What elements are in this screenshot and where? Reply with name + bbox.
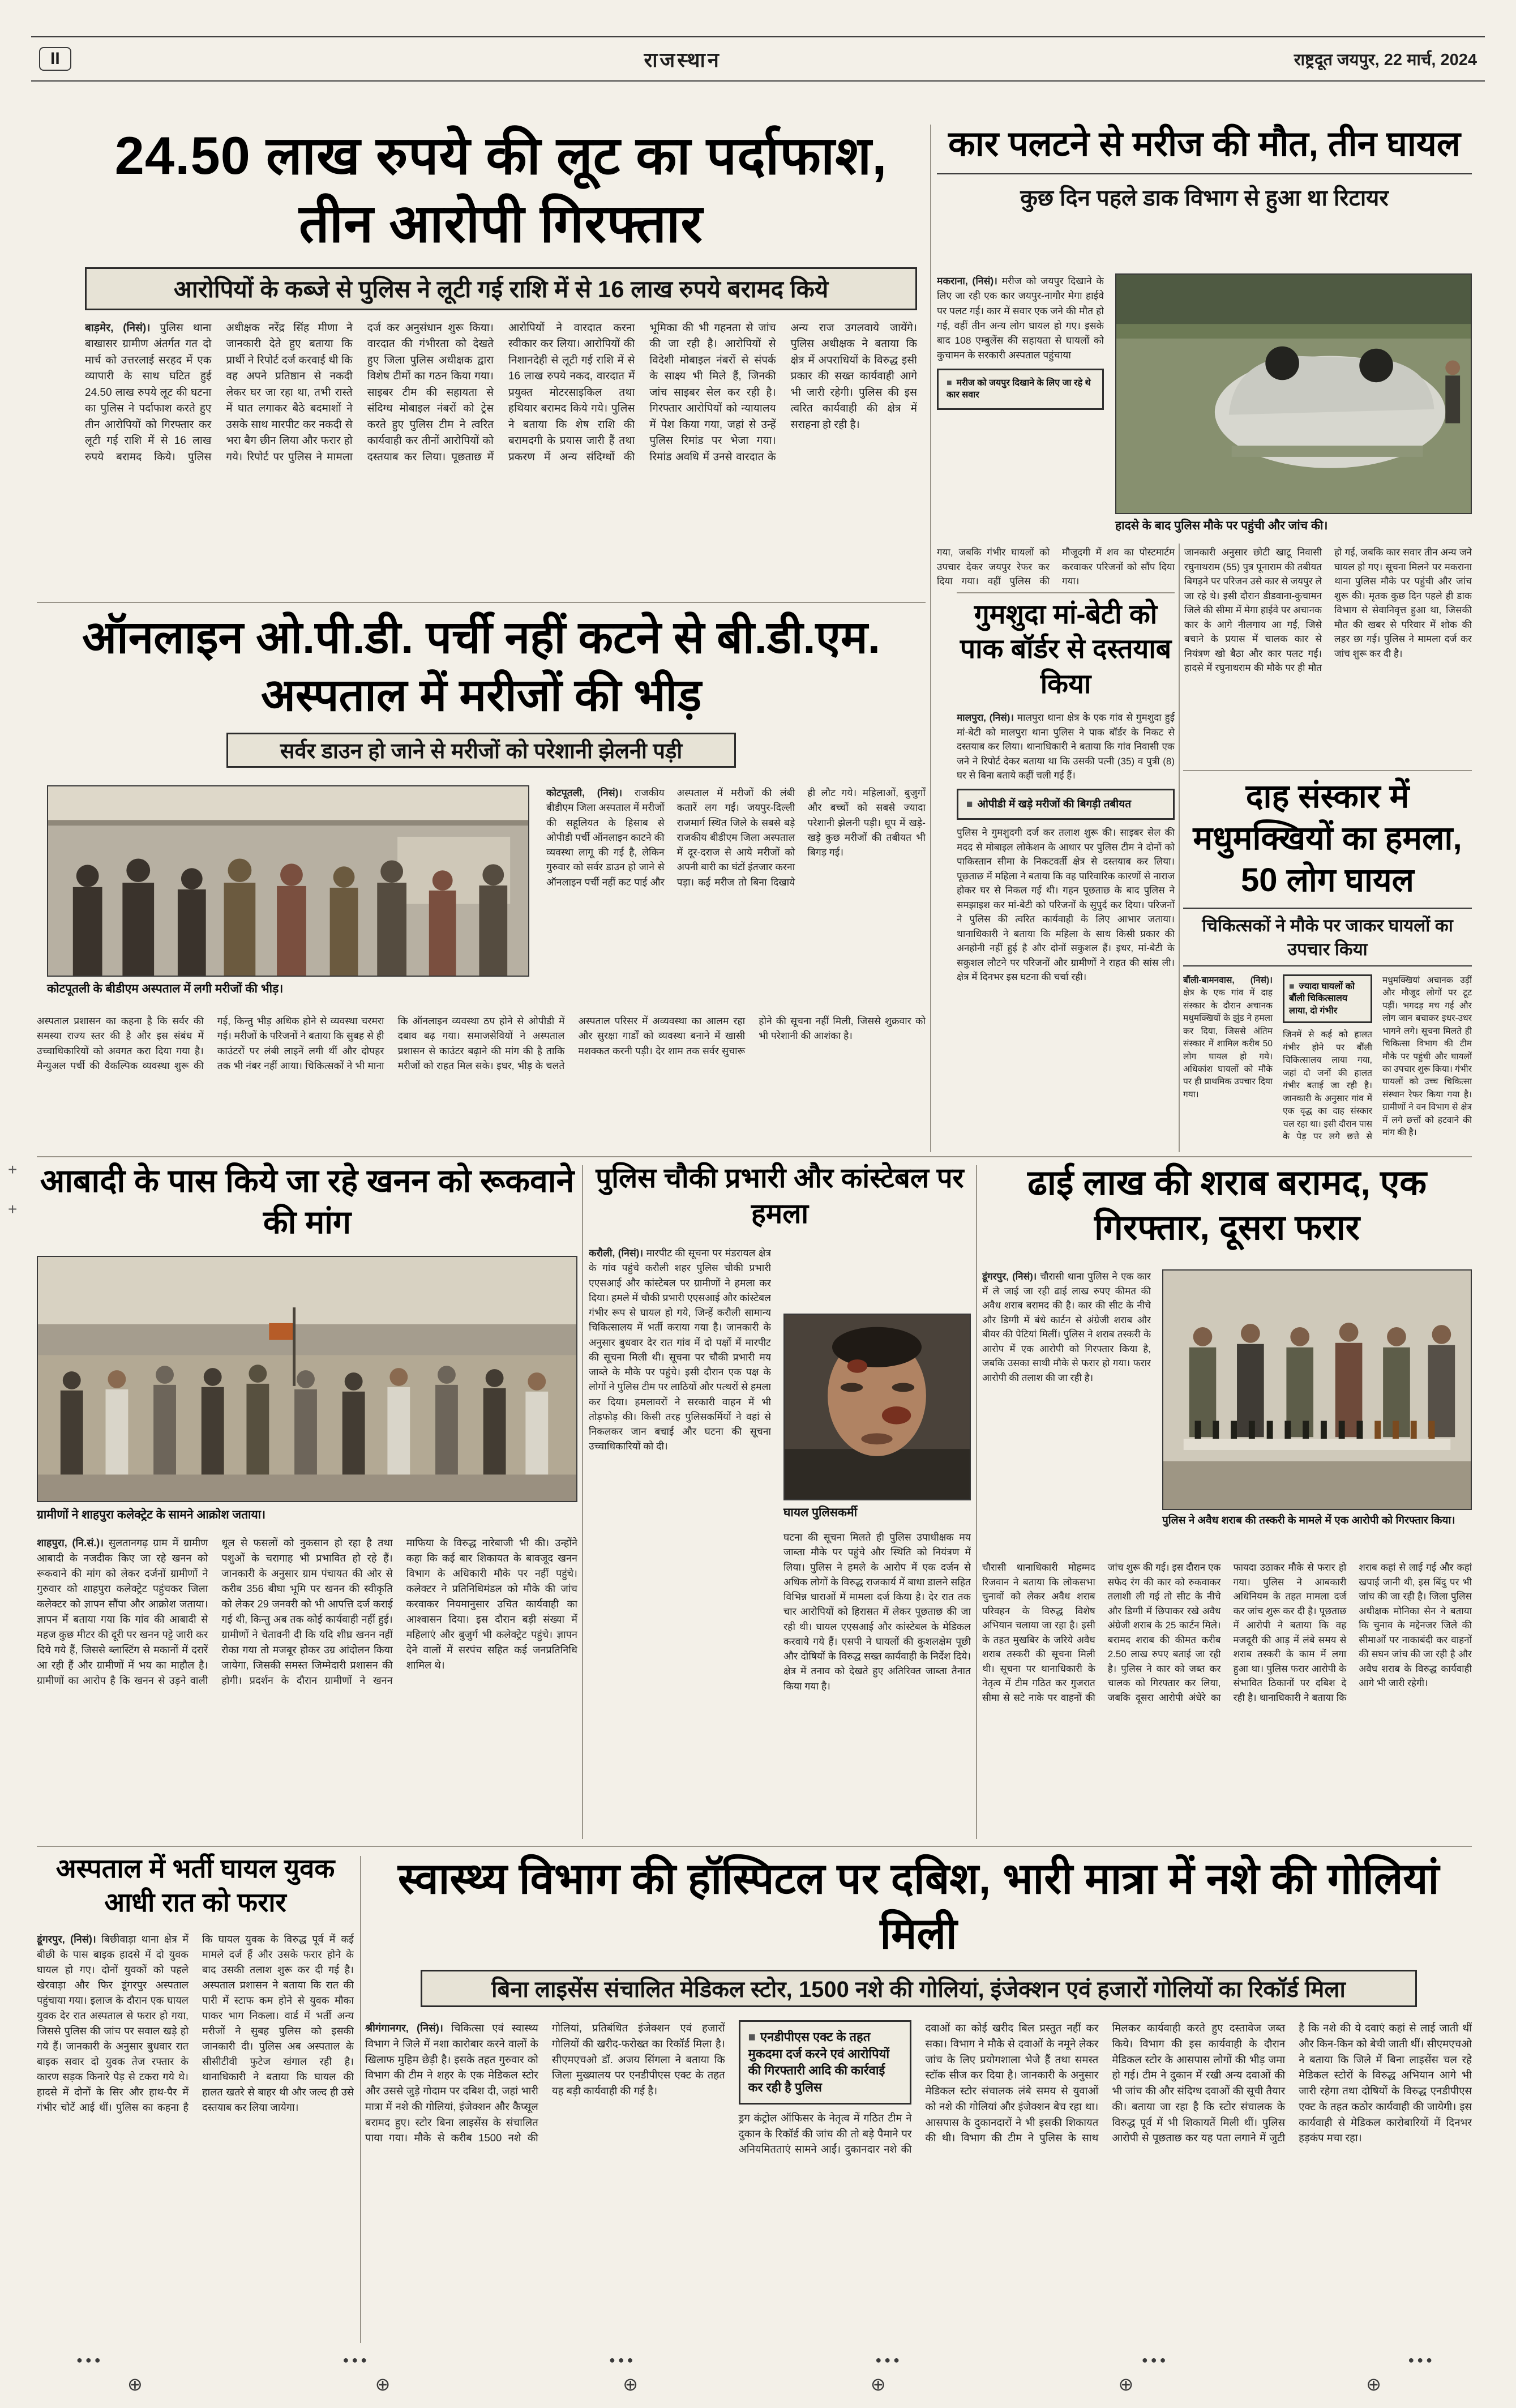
dot-cluster-icon: ● ● ● — [76, 2354, 101, 2366]
body-text: जिनमें से कई को हालत गंभीर होने पर बौंली चिकित्सालय लाया गया, जहां दो जनों की हालत गंभीर बताई जा रही है। जानकारी के अनुसार गांव में एक वृद्ध का दाह संस्कार चल रहा था। इसी दौरान पास के पेड़ पर लगे छत्ते से मधुमक्खियां अचानक उड़ीं और मौजूद लोगों पर टूट पड़ीं। भगदड़ मच गई और लोग जान बचाकर इधर-उधर भागने लगे। सूचना मिलते ही चिकित्सा विभाग की टीम मौके पर पहुंची और घायलों का उपचार शुरू किया। गंभीर घायलों को उच्च चिकित्सा संस्थान रेफर किया गया है। ग्रामीणों ने वन विभाग से क्षेत्र में लगे छत्तों को हटवाने की मांग की है। — [1283, 975, 1472, 1142]
photo-caption: कोटपूतली के बीडीएम अस्पताल में लगी मरीजों की भीड़। — [47, 982, 284, 995]
box-marker-icon: ■ — [1289, 981, 1295, 991]
body-text: घटना की सूचना मिलते ही पुलिस उपाधीक्षक मय जाब्ता मौके पर पहुंचे और स्थिति को नियंत्रण में लिया। पुलिस ने हमले के आरोप में एक दर्जन से अधिक लोगों के विरुद्ध राजकार्य में बाधा डालने सहित विभिन्न धाराओं में मामला दर्ज किया है। देर रात तक चार आरोपियों को हिरासत में लेकर पूछताछ की जा रही थी। घायल एएसआई और कांस्टेबल के मेडिकल करवाये गये हैं। एसपी ने घायलों की कुशलक्षेम पूछी और दोषियों के विरुद्ध सख्त कार्यवाही के निर्देश दिये। क्षेत्र में तनाव को देखते हुए अतिरिक्त जाब्ता तैनात किया गया है। — [783, 1532, 971, 1692]
dateline: शाहपुरा, (नि.सं.)। — [37, 1537, 104, 1549]
divider-line — [37, 1846, 1472, 1847]
article-body — [37, 1536, 577, 1843]
body-text: गया, जबकि गंभीर घायलों को उपचार देकर जयपुर रेफर कर दिया गया। वहीं पुलिस की मौजूदगी में शव का पोस्टमार्टम करवाकर परिजनों को सौंप दिया गया। — [937, 547, 1175, 587]
box-marker-icon: ■ — [947, 378, 952, 388]
body-text: चौरासी थानाधिकारी मोहम्मद रिजवान ने बताया कि लोकसभा चुनावों को लेकर अवैध शराब परिवहन के विरुद्ध विशेष अभियान चलाया जा रहा है। इसी के तहत मुखबिर के जरिये अवैध शराब तस्करी की सूचना मिली थी। सूचना पर थानाधिकारी के नेतृत्व में टीम गठित कर गुजरात सीमा से सटे नाके पर वाहनों की जांच शुरू की गई। इस दौरान एक सफेद रंग की कार को रुकवाकर तलाशी ली गई तो सीट के नीचे और डिग्गी में छिपाकर रखे अवैध अंग्रेजी शराब के 25 कार्टन मिले। बरामद शराब की कीमत करीब 2.50 लाख रुपए बताई जा रही है। पुलिस ने कार को जब्त कर चालक को गिरफ्तार कर लिया, जबकि दूसरा आरोपी अंधेरे का फायदा उठाकर मौके से फरार हो गया। पुलिस ने आबकारी अधिनियम के तहत मामला दर्ज कर जांच शुरू कर दी है। पूछताछ में आरोपी ने बताया कि वह मजदूरी की आड़ में लंबे समय से शराब तस्करी के काम में लगा हुआ था। पुलिस फरार आरोपी के संभावित ठिकानों पर दबिश दे रही है। थानाधिकारी ने बताया कि शराब कहां से लाई गई और कहां खपाई जानी थी, इस बिंदु पर भी जांच की जा रही है। जिला पुलिस अधीक्षक मोनिका सेन ने बताया कि चुनाव के मद्देनजर जिले की सीमाओं पर नाकाबंदी कर वाहनों की सघन जांच की जा रही है और अवैध शराब के विरुद्ध कार्यवाही आगे भी जारी रहेगी। — [982, 1562, 1472, 1703]
article-mining-protest — [37, 1161, 577, 1843]
subheadline-band: सर्वर डाउन हो जाने से मरीजों को परेशानी झेलनी पड़ी — [226, 733, 736, 768]
photo-caption: ग्रामीणों ने शाहपुरा कलेक्ट्रेट के सामने आक्रोश जताया। — [37, 1508, 266, 1521]
headline: पुलिस चौकी प्रभारी और कांस्टेबल पर हमला — [596, 1163, 964, 1229]
subheadline: कुछ दिन पहले डाक विभाग से हुआ था रिटायर — [937, 173, 1472, 212]
section-title: राजस्थान — [644, 48, 721, 71]
highlight-text: मरीज को जयपुर दिखाने के लिए जा रहे थे कार सवार — [947, 378, 1091, 400]
divider-line — [930, 125, 931, 1152]
article-opd-server-down — [37, 609, 926, 1152]
photo-caption: पुलिस ने अवैध शराब की तस्करी के मामले में एक आरोपी को गिरफ्तार किया। — [1162, 1515, 1455, 1526]
box-marker-icon: ■ — [966, 798, 973, 810]
photo-protest-crowd — [37, 1256, 577, 1502]
body-text: पुलिस थाना बाखासर ग्रामीण अंतर्गत गत दो मार्च को उत्तरलाई सरहद में एक व्यापारी के साथ घटित हुई 24.50 लाख रुपये लूट की घटना का पुलिस ने पर्दाफाश करते हुए तीन आरोपियों को गिरफ्तार कर लूटी गई राशि में से 16 लाख रुपये बरामद किये। पुलिस अधीक्षक नरेंद्र सिंह मीणा ने जानकारी देते हुए बताया कि प्रार्थी ने रिपोर्ट दर्ज करवाई थी कि वह अपने प्रतिष्ठान से नकदी लेकर घर जा रहा था, तभी रास्ते में घात लगाकर बैठे बदमाशों ने उसके साथ मारपीट कर नकदी से भरा बैग छीन लिया और फरार हो गये। रिपोर्ट पर पुलिस ने मामला दर्ज कर अनुसंधान शुरू किया। वारदात की गंभीरता को देखते हुए जिला पुलिस अधीक्षक द्वारा विशेष टीमों का गठन किया गया। साइबर टीम की सहायता से संदिग्ध मोबाइल नंबरों को ट्रेस करते हुए पुलिस टीम ने त्वरित कार्यवाही कर तीनों आरोपियों को दस्तयाब कर लिया। पूछताछ में आरोपियों ने वारदात करना स्वीकार कर लिया। आरोपियों की निशानदेही से लूटी गई राशि में से 16 लाख रुपये नकद, वारदात में प्रयुक्त मोटरसाइकिल तथा हथियार बरामद किये गये। पुलिस ने बताया कि शेष राशि की बरामदगी के प्रयास जारी हैं तथा प्रकरण में अन्य संदिग्धों की भूमिका की भी गहनता से जांच की जा रही है। आरोपियों से विदेशी मोबाइल नंबरों से संपर्क के साक्ष्य भी मिले हैं, जिनकी जांच साइबर सेल कर रही है। गिरफ्तार आरोपियों को न्यायालय में पेश किया गया, जहां से उन्हें पुलिस रिमांड पर भेजा गया। रिमांड अवधि में उनसे वारदात के अन्य राज उगलवाये जायेंगे। पुलिस अधीक्षक ने बताया कि क्षेत्र में अपराधियों के विरुद्ध इसी प्रकार की सख्त कार्यवाही आगे भी जारी रहेगी। पुलिस की इस त्वरित कार्यवाही की क्षेत्र में सराहना हो रही है। — [85, 322, 917, 463]
article-body-continued — [982, 1560, 1472, 1843]
registration-mark-icon: ⊕ — [623, 2374, 639, 2394]
body-text: मारपीट की सूचना पर मंडरायल क्षेत्र के गांव पहुंचे करौली शहर पुलिस चौकी प्रभारी एएसआई और कांस्टेबल पर ग्रामीणों ने हमला कर दिया। हमले में चौकी प्रभारी एएसआई और कांस्टेबल गंभीर रूप से घायल हो गये, जिन्हें करौली सामान्य चिकित्सालय में भर्ती कराया गया है। जानकारी के अनुसार बुधवार देर रात गांव में दो पक्षों में मारपीट की सूचना मिली थी। सूचना पर चौकी प्रभारी मय जाब्ते के मौके पर पहुंचे। इसी दौरान एक पक्ष के लोगों ने पुलिस टीम पर लाठियों और पत्थरों से हमला कर दिया। हमलावरों ने सरकारी वाहन में भी तोड़फोड़ की। किसी तरह पुलिसकर्मियों ने वहां से निकलकर जान बचाई और घटना की सूचना उच्चाधिकारियों को दी। — [589, 1247, 771, 1452]
headline: आबादी के पास किये जा रहे खनन को रूकवाने की मांग — [40, 1163, 575, 1241]
dateline: बौंली-बामनवास, (निसं)। — [1183, 975, 1273, 985]
body-text: चिकित्सा एवं स्वास्थ्य विभाग ने जिले में नशा कारोबार करने वालों के खिलाफ मुहिम छेड़ी है। इसके तहत गुरुवार को विभाग की टीम ने शहर के एक मेडिकल स्टोर और उससे जुड़े गोदाम पर दबिश दी, जहां भारी मात्रा में नशे की गोलियां, इंजेक्शन और कैप्सूल बरामद हुए। स्टोर बिना लाइसेंस के संचालित पाया गया। मौके से करीब 1500 नशे की गोलियां, प्रतिबंधित इंजेक्शन एवं हजारों गोलियों की खरीद-फरोख्त का रिकॉर्ड मिला है। सीएमएचओ डॉ. अजय सिंगला ने बताया कि जिला मुख्यालय पर एनडीपीएस एक्ट के तहत यह बड़ी कार्यवाही की गई है। — [365, 2022, 725, 2144]
dateline: डूंगरपुर, (निसं)। — [37, 1934, 96, 1945]
dot-cluster-icon: ● ● ● — [1408, 2354, 1432, 2366]
headline: दाह संस्कार में मधुमक्खियों का हमला, 50 लोग घायल — [1193, 778, 1462, 899]
registration-mark-icon: ⊕ — [1118, 2374, 1134, 2394]
headline: 24.50 लाख रुपये की लूट का पर्दाफाश, तीन आरोपी गिरफ्तार — [114, 126, 888, 254]
body-text: बिछीवाड़ा थाना क्षेत्र में बीछी के पास बाइक हादसे में दो युवक घायल हो गए। दोनों युवकों को पहले खेरवाड़ा और फिर डूंगरपुर अस्पताल पहुंचाया गया। इलाज के दौरान एक घायल युवक देर रात अस्पताल से फरार हो गया, जिससे पुलिस की जांच पर सवाल खड़े हो गये हैं। जानकारी के अनुसार बुधवार रात बाइक सवार दो युवक तेज रफ्तार के कारण सड़क किनारे पेड़ से टकरा गये थे। हादसे में दोनों के सिर और हाथ-पैर में गंभीर चोटें आई थीं। पुलिस का कहना है कि घायल युवक के विरुद्ध पूर्व में कई मामले दर्ज हैं और उसके फरार होने के बाद उसकी तलाश शुरू कर दी गई है। अस्पताल प्रशासन ने बताया कि रात की पारी में स्टाफ कम होने से युवक मौका पाकर भाग निकला। वार्ड में भर्ती अन्य मरीजों ने सुबह पुलिस को इसकी जानकारी दी। पुलिस अब अस्पताल के सीसीटीवी फुटेज खंगाल रही है। थानाधिकारी ने बताया कि घायल की हालत खतरे से बाहर थी और जल्द ही उसे दस्तयाब कर लिया जायेगा। — [37, 1934, 354, 2113]
article-body — [85, 320, 917, 587]
dateline: कोटपूतली, (निसं)। — [546, 787, 623, 798]
liquor-seizure-illustration — [1163, 1271, 1471, 1509]
headline: कार पलटने से मरीज की मौत, तीन घायल — [948, 125, 1461, 164]
article-body — [37, 1932, 354, 2347]
highlight-box — [957, 789, 1175, 820]
body-text: पुलिस ने गुमशुदगी दर्ज कर तलाश शुरू की। साइबर सेल की मदद से मोबाइल लोकेशन के आधार पर पुलिस टीम ने दोनों को पाकिस्तान सीमा के निकटवर्ती क्षेत्र से दस्तयाब कर लिया। पूछताछ में महिला ने बताया कि वह पारिवारिक कारणों से नाराज होकर घर से निकल गई थी। गहन पूछताछ के बाद पुलिस ने समझाइश कर मां-बेटी को परिजनों के सुपुर्द कर दिया। परिजनों ने पुलिस की त्वरित कार्यवाही के लिए आभार जताया। थानाधिकारी ने बताया कि महिला के साथ किसी प्रकार की अनहोनी नहीं हुई है और दोनों सकुशल हैं। इधर, मां-बेटी के सकुशल लौटने पर परिजनों और ग्रामीणों ने राहत की सांस ली। क्षेत्र में दिनभर इस घटना की चर्चा रही। — [957, 827, 1175, 983]
photo-caption: हादसे के बाद पुलिस मौके पर पहुंची और जांच की। — [1115, 519, 1328, 532]
photo-caption: घायल पुलिसकर्मी — [783, 1506, 858, 1519]
highlight-box — [1283, 974, 1372, 1024]
subheadline-band: आरोपियों के कब्जे से पुलिस ने लूटी गई राशि में से 16 लाख रुपये बरामद किये — [85, 267, 917, 310]
body-text: अस्पताल प्रशासन का कहना है कि सर्वर की समस्या राज्य स्तर की है और इस संबंध में उच्चाधिकारियों को अवगत करा दिया गया है। मैन्युअल पर्ची की वैकल्पिक व्यवस्था शुरू की गई, किन्तु भीड़ अधिक होने से व्यवस्था चरमरा गई। मरीजों के परिजनों ने बताया कि सुबह से ही काउंटरों पर लंबी लाइनें लगी थीं और दोपहर तक भी नंबर नहीं आया। चिकित्सकों ने भी माना कि ऑनलाइन व्यवस्था ठप होने से ओपीडी में दबाव बढ़ गया। समाजसेवियों ने अस्पताल प्रशासन से काउंटर बढ़ाने की मांग की है ताकि मरीजों को राहत मिल सके। इधर, भीड़ के चलते अस्पताल परिसर में अव्यवस्था का आलम रहा और सुरक्षा गार्डों को व्यवस्था बनाने में खासी मशक्कत करनी पड़ी। देर शाम तक सर्वर सुचारू होने की सूचना नहीं मिली, जिससे शुक्रवार को भी परेशानी की आशंका है। — [37, 1015, 926, 1071]
headline: स्वास्थ्य विभाग की हॉस्पिटल पर दबिश, भारी मात्रा में नशे की गोलियां मिली — [397, 1855, 1440, 1958]
highlight-text: एनडीपीएस एक्ट के तहत मुकदमा दर्ज करने एवं आरोपियों की गिरफ्तारी आदि की कार्रवाई कर रही है पुलिस — [748, 2030, 890, 2095]
masthead — [31, 36, 1485, 82]
dot-cluster-icon: ● ● ● — [1141, 2354, 1166, 2366]
crop-mark: + — [8, 1161, 18, 1178]
article-body — [982, 1269, 1151, 1534]
photo-liquor-seizure — [1162, 1269, 1472, 1510]
body-text: चौरासी थाना पुलिस ने एक कार में ले जाई जा रही ढाई लाख रुपए कीमत की अवैध शराब बरामद की है। कार की सीट के नीचे और डिग्गी में बंधे कार्टन से अंग्रेजी शराब और बीयर की पेटियां मिलीं। पुलिस ने शराब तस्करी के आरोप में एक आरोपी को गिरफ्तार किया है, जबकि उसका साथी मौके से फरार हो गया। फरार आरोपी की तलाश की जा रही है। — [982, 1271, 1151, 1383]
body-text: जानकारी अनुसार छोटी खाटू निवासी रघुनाथराम (55) पुत्र पूनाराम की तबीयत बिगड़ने पर परिजन उसे कार से जयपुर ले जा रहे थे। इसी दौरान डीडवाना-कुचामन जिले की सीमा में मेगा हाईवे पर अचानक कार के आगे नीलगाय आ गई, जिसे बचाने के प्रयास में चालक कार से नियंत्रण खो बैठा और कार पलट गई। हादसे में रघुनाथराम की मौके पर ही मौत हो गई, जबकि कार सवार तीन अन्य जने घायल हो गए। सूचना मिलने पर मकराना थाना पुलिस मौके पर पहुंची और जांच शुरू की। मृतक कुछ दिन पहले ही डाक विभाग से सेवानिवृत्त हुआ था, जिसकी मौत की खबर से परिवार में शोक की लहर छा गई। पुलिस ने मामला दर्ज कर जांच शुरू कर दी है। — [1184, 547, 1472, 673]
article-loot-expose — [85, 122, 917, 603]
dateline: करौली, (निसं)। — [589, 1247, 644, 1259]
article-bee-attack — [1183, 776, 1472, 1152]
headline: ऑनलाइन ओ.पी.डी. पर्ची नहीं कटने से बी.डी.एम. अस्पताल में मरीजों की भीड़ — [82, 612, 880, 721]
article-body — [937, 273, 1104, 535]
article-patient-escape — [37, 1851, 354, 2347]
highlight-text: ओपीडी में खड़े मरीजों की बिगड़ी तबीयत — [977, 798, 1132, 810]
article-body-continued — [1184, 545, 1472, 765]
registration-mark-icon: ⊕ — [375, 2374, 391, 2394]
body-text: मालपुरा थाना क्षेत्र के एक गांव से गुमशुदा हुई मां-बेटी को मालपुरा थाना पुलिस ने पाक बॉर्डर के निकट से दस्तयाब कर लिया। थानाधिकारी ने बताया कि गांव निवासी एक जने ने रिपोर्ट देकर बताया था कि उसकी पत्नी (35) व पुत्री (8) घर से बिना बताये कहीं चली गई हैं। — [957, 712, 1175, 781]
registration-mark-icon: ⊕ — [127, 2374, 143, 2394]
injured-policeman-illustration — [785, 1315, 970, 1499]
headline: गुमशुदा मां-बेटी को पाक बॉर्डर से दस्तयाब किया — [960, 600, 1172, 699]
article-body — [957, 711, 1175, 1144]
overturned-car-illustration — [1116, 275, 1471, 513]
article-health-raid — [365, 1851, 1472, 2347]
article-body — [546, 785, 926, 1005]
dot-cluster-icon: ● ● ● — [609, 2354, 633, 2366]
footer-print-marks — [37, 2354, 1472, 2366]
box-marker-icon: ■ — [748, 2030, 756, 2044]
photo-overturned-car — [1115, 273, 1472, 514]
body-text: मरीज को जयपुर दिखाने के लिए जा रही एक कार जयपुर-नागौर मेगा हाईवे पर पलट गई। कार में सवार एक जने की मौत हो गई, वहीं तीन अन्य लोग घायल हो गए। इसके बाद 108 एम्बुलेंस की सहायता से घायलों को कुचामन के सरकारी अस्पताल पहुंचाया — [937, 275, 1104, 361]
body-text: क्षेत्र के एक गांव में दाह संस्कार के दौरान अचानक मधुमक्खियों के झुंड ने हमला कर दिया, जिससे अंतिम संस्कार में शामिल करीब 50 लोग घायल हो गये। अधिकांश घायलों को मौके पर ही प्राथमिक उपचार दिया गया। — [1183, 988, 1273, 1100]
dot-cluster-icon: ● ● ● — [875, 2354, 900, 2366]
article-liquor-seized — [982, 1161, 1472, 1843]
registration-mark-icon: ⊕ — [870, 2374, 886, 2394]
dot-cluster-icon: ● ● ● — [342, 2354, 367, 2366]
body-text: सुलतानगढ़ ग्राम में ग्रामीण आबादी के नजदीक किए जा रहे खनन को रूकवाने की मांग को लेकर दर्जनों ग्रामीणों ने गुरुवार को शाहपुरा कलेक्ट्रेट पहुंचकर जिला कलेक्टर को ज्ञापन सौंपा और आक्रोश जताया। ज्ञापन में बताया गया कि गांव की आबादी से महज कुछ मीटर की दूरी पर खनन पट्टे जारी कर दिये गये हैं, जिससे ब्लास्टिंग से मकानों में दरारें आ रही हैं और ग्रामीणों में भय का माहौल है। ग्रामीणों का आरोप है कि खनन से उड़ने वाली धूल से फसलों को नुकसान हो रहा है तथा पशुओं के चरागाह भी प्रभावित हो रहे हैं। जानकारी के अनुसार ग्राम पंचायत की ओर से करीब 356 बीघा भूमि पर खनन की स्वीकृति को लेकर 29 जनवरी को भी आपत्ति दर्ज कराई गई थी, किन्तु अब तक कोई कार्यवाही नहीं हुई। ग्रामीणों ने चेतावनी दी कि यदि शीघ्र खनन नहीं रोका गया तो मजबूर होकर उग्र आंदोलन किया जायेगा, जिसकी समस्त जिम्मेदारी प्रशासन की होगी। प्रदर्शन के दौरान ग्रामीणों ने खनन माफिया के विरुद्ध नारेबाजी भी की। उन्होंने कहा कि कई बार शिकायत के बावजूद खनन विभाग के अधिकारी मौके पर नहीं पहुंचे। कलेक्टर ने प्रतिनिधिमंडल को मौके की जांच करवाकर नियमानुसार उचित कार्यवाही का आश्वासन दिया। इस दौरान बड़ी संख्या में महिलाएं और बुजुर्ग भी कलेक्ट्रेट पहुंचे। ज्ञापन देने वालों में सरपंच सहित कई जनप्रतिनिधि शामिल थे। — [37, 1537, 577, 1686]
page-number-marker: II — [39, 47, 71, 71]
subheadline-band: बिना लाइसेंस संचालित मेडिकल स्टोर, 1500 नशे की गोलियां, इंजेक्शन एवं हजारों गोलियों का रिकॉर्ड मिला — [421, 1970, 1417, 2007]
headline: अस्पताल में भर्ती घायल युवक आधी रात को फरार — [55, 1853, 335, 1918]
registration-mark-icon: ⊕ — [1366, 2374, 1381, 2394]
divider-line — [1183, 770, 1472, 771]
divider-line — [360, 1856, 361, 2343]
protest-crowd-illustration — [38, 1257, 576, 1501]
dateline: बाड़मेर, (निसं)। — [85, 322, 151, 334]
article-body-continued — [937, 545, 1175, 597]
article-body-continued — [783, 1530, 971, 1843]
subheadline: चिकित्सकों ने मौके पर जाकर घायलों का उपचार किया — [1183, 908, 1472, 966]
article-police-attacked — [589, 1161, 971, 1843]
article-body-continued — [37, 1013, 926, 1150]
article-missing-recovered — [957, 597, 1175, 1152]
article-body — [589, 1246, 771, 1843]
dateline: डूंगरपुर, (निसं)। — [982, 1271, 1037, 1282]
divider-line — [582, 1165, 583, 1839]
body-text: ड्रग कंट्रोल ऑफिसर के नेतृत्व में गठित टीम ने दुकान के रिकॉर्ड की जांच की तो बड़े पैमाने पर अनियमितताएं सामने आईं। दुकानदार नशे की दवाओं का कोई खरीद बिल प्रस्तुत नहीं कर सका। विभाग ने मौके से दवाओं के नमूने लेकर जांच के लिए प्रयोगशाला भेजे हैं तथा समस्त स्टॉक सीज कर दिया है। जानकारी के अनुसार मेडिकल स्टोर संचालक लंबे समय से युवाओं को नशे की गोलियां और इंजेक्शन बेच रहा था। आसपास के दुकानदारों ने भी इसकी शिकायत की थी। विभाग की टीम ने पुलिस के साथ मिलकर कार्यवाही करते हुए दस्तावेज जब्त किये। विभाग की इस कार्यवाही के दौरान मेडिकल स्टोर के आसपास लोगों की भीड़ जमा हो गई। टीम ने दुकान में रखी अन्य दवाओं की भी जांच की और संदिग्ध दवाओं की सूची तैयार की। बताया जा रहा है कि स्टोर संचालक के विरुद्ध पूर्व में भी शिकायतें मिली थीं। पुलिस आरोपी से पूछताछ कर यह पता लगाने में जुटी है कि नशे की ये दवाएं कहां से लाई जाती थीं और किन-किन को बेची जाती थीं। सीएमएचओ ने बताया कि जिले में बिना लाइसेंस चल रहे मेडिकल स्टोरों के विरुद्ध अभियान आगे भी जारी रहेगा तथा दोषियों के विरुद्ध एनडीपीएस एक्ट के तहत कठोर कार्यवाही की जायेगी। इस कार्यवाही से मेडिकल कारोबारियों में दिनभर हड़कंप मचा रहा। — [738, 2022, 1472, 2155]
photo-hospital-crowd — [47, 785, 529, 977]
footer-registration-marks — [37, 2373, 1472, 2395]
photo-injured-policeman — [783, 1314, 971, 1500]
hospital-crowd-illustration — [48, 786, 528, 976]
highlight-box — [739, 2020, 912, 2105]
headline: ढाई लाख की शराब बरामद, एक गिरफ्तार, दूसरा फरार — [1027, 1164, 1427, 1248]
crop-mark: + — [8, 1200, 18, 1218]
body-text: राजकीय बीडीएम जिला अस्पताल में मरीजों की सहूलियत के हिसाब से ओपीडी पर्ची ऑनलाइन काटने की व्यवस्था लागू की गई है, लेकिन गुरुवार को सर्वर डाउन हो जाने से ऑनलाइन पर्ची नहीं कट पाई और अस्पताल में मरीजों की लंबी कतारें लग गईं। जयपुर-दिल्ली राजमार्ग स्थित जिले के सबसे बड़े राजकीय बीडीएम जिला अस्पताल में दूर-दराज से आये मरीजों को अपनी बारी का घंटों इंतजार करना पड़ा। कई मरीज तो बिना दिखाये ही लौट गये। महिलाओं, बुजुर्गों और बच्चों को सबसे ज्यादा परेशानी झेलनी पड़ी। धूप में खड़े-खड़े कुछ मरीजों की तबीयत भी बिगड़ गई। — [546, 787, 926, 888]
divider-line — [976, 1165, 977, 1839]
dateline: मकराना, (निसं)। — [937, 275, 997, 286]
highlight-text: ज्यादा घायलों को बौंली चिकित्सालय लाया, दो गंभीर — [1289, 981, 1355, 1016]
edition-dateline: राष्ट्रदूत जयपुर, 22 मार्च, 2024 — [1294, 50, 1477, 69]
dateline: श्रीगंगानगर, (निसं)। — [365, 2022, 443, 2034]
dateline: मालपुरा, (निसं)। — [957, 712, 1014, 724]
article-body — [365, 2020, 1472, 2347]
highlight-box — [937, 369, 1104, 410]
